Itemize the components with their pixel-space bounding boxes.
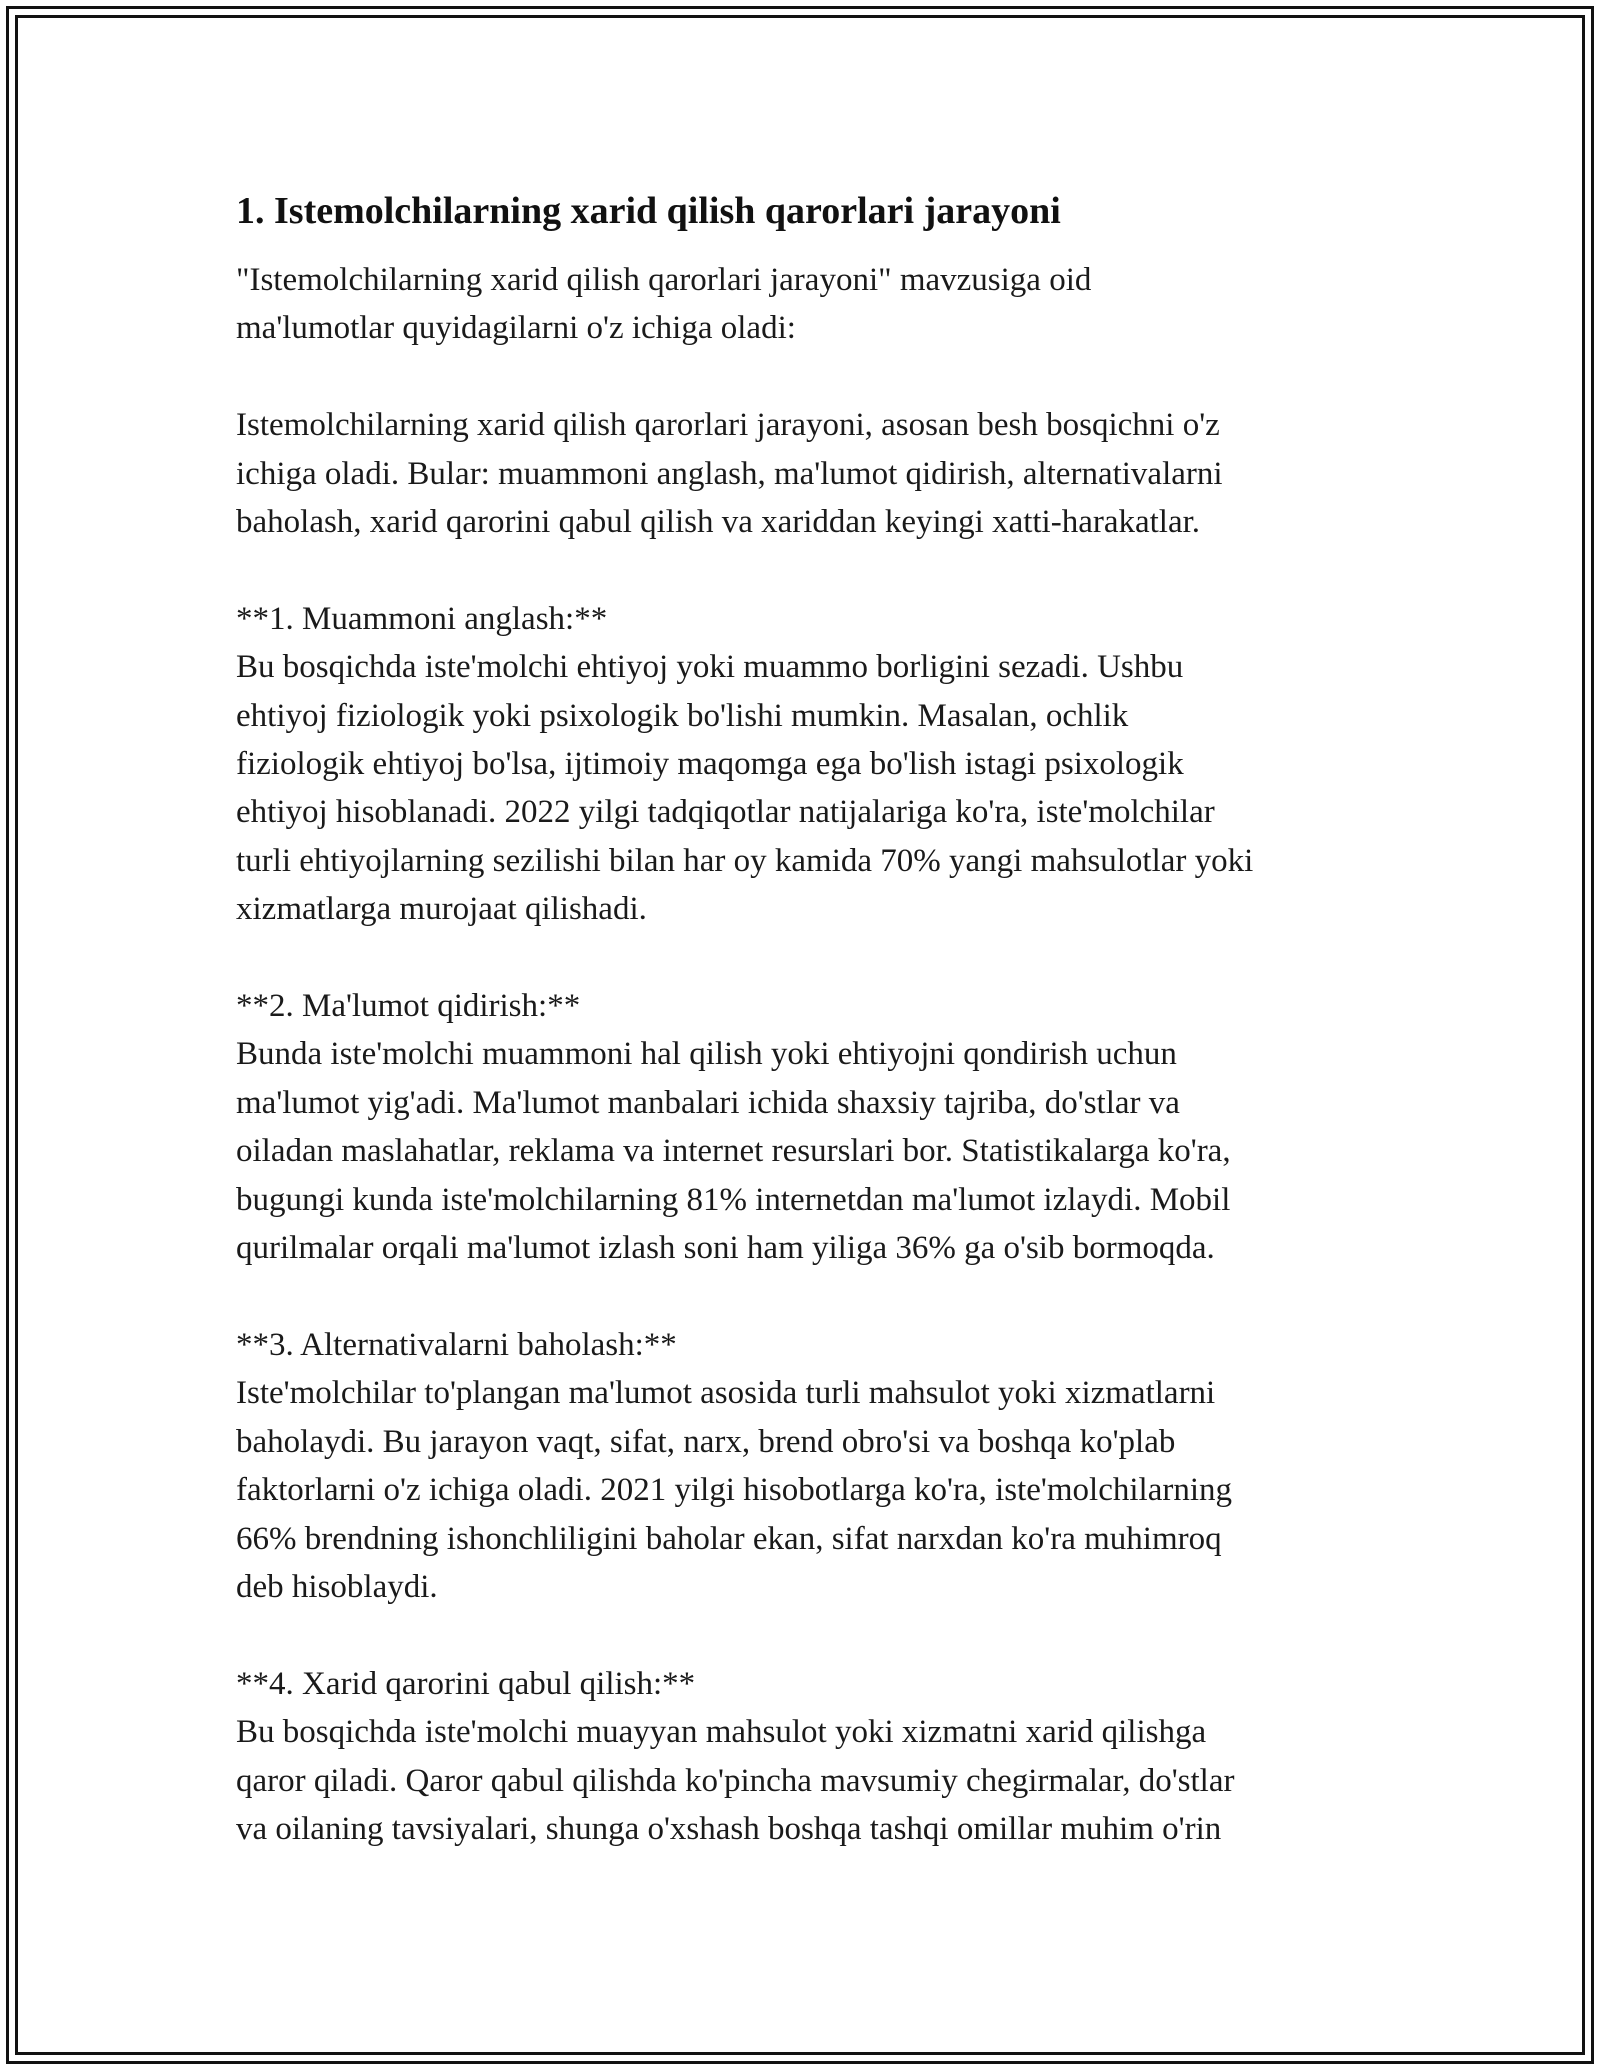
section-4 — [236, 1660, 1396, 1854]
section-body: Bunda iste'molchi muammoni hal qilish yoki ehtiyojni qondirish uchun ma'lumot yig'adi. Ma'lumot manbalari ichida shaxsiy tajriba, do'stlar va oiladan maslahatlar, reklama va internet resurslari bor. Statistikalarga ko'ra, bugungi kunda iste'molchilarning 81% internetdan ma'lumot izlaydi. Mobil qurilmalar orqali ma'lumot izlash soni ham yiliga 36% ga o'sib bormoqda. — [236, 1036, 1231, 1267]
paragraph-gap — [236, 1272, 1396, 1320]
section-body: Bu bosqichda iste'molchi ehtiyoj yoki muammo borligini sezadi. Ushbu ehtiyoj fiziologik yoki psixologik bo'lishi mumkin. Masalan, ochlik fiziologik ehtiyoj bo'lsa, ijtimoiy maqomga ega bo'lish istagi psixologik ehtiyoj hisoblanadi. 2022 yilgi tadqiqotlar natijalariga ko'ra, iste'molchilar turli ehtiyojlarning sezilishi bilan har oy kamida 70% yangi mahsulotlar yoki xizmatlarga murojaat qilishadi. — [236, 649, 1254, 928]
document-body — [236, 186, 1396, 1853]
section-heading: **3. Alternativalarni baholash:** — [236, 1326, 677, 1363]
section-heading: **2. Ma'lumot qidirish:** — [236, 988, 581, 1025]
section-1 — [236, 595, 1396, 934]
section-heading: **4. Xarid qarorini qabul qilish:** — [236, 1665, 696, 1702]
paragraph-gap — [236, 353, 1396, 401]
section-body: Bu bosqichda iste'molchi muayyan mahsulot yoki xizmatni xarid qilishga qaror qiladi. Qaror qabul qilishda ko'pincha mavsumiy chegirmalar, do'stlar va oilaning tavsiyalari, shunga o'xshash boshqa tashqi omillar muhim o'rin — [236, 1714, 1235, 1847]
intro-paragraph: "Istemolchilarning xarid qilish qarorlari jarayoni" mavzusiga oid ma'lumotlar quyidagilarni o'z ichiga oladi: — [236, 262, 1092, 347]
paragraph-gap — [236, 1611, 1396, 1659]
section-3 — [236, 1321, 1396, 1611]
paragraph-gap — [236, 546, 1396, 594]
overview-paragraph: Istemolchilarning xarid qilish qarorlari jarayoni, asosan besh bosqichni o'z ichiga oladi. Bular: muammoni anglash, ma'lumot qidirish, alternativalarni baholash, xarid qarorini qabul qilish va xariddan keyingi xatti-harakatlar. — [236, 407, 1223, 541]
section-2 — [236, 982, 1396, 1272]
page-title: 1. Istemolchilarning xarid qilish qarorlari jarayoni — [236, 190, 1061, 232]
paragraph-gap — [236, 934, 1396, 982]
section-body: Iste'molchilar to'plangan ma'lumot asosida turli mahsulot yoki xizmatlarni baholaydi. Bu jarayon vaqt, sifat, narx, brend obro'si va boshqa ko'plab faktorlarni o'z ichiga oladi. 2021 yilgi hisobotlarga ko'ra, iste'molchilarning 66% brendning ishonchliligini baholar ekan, sifat narxdan ko'ra muhimroq deb hisoblaydi. — [236, 1375, 1232, 1605]
section-heading: **1. Muammoni anglash:** — [236, 600, 608, 637]
